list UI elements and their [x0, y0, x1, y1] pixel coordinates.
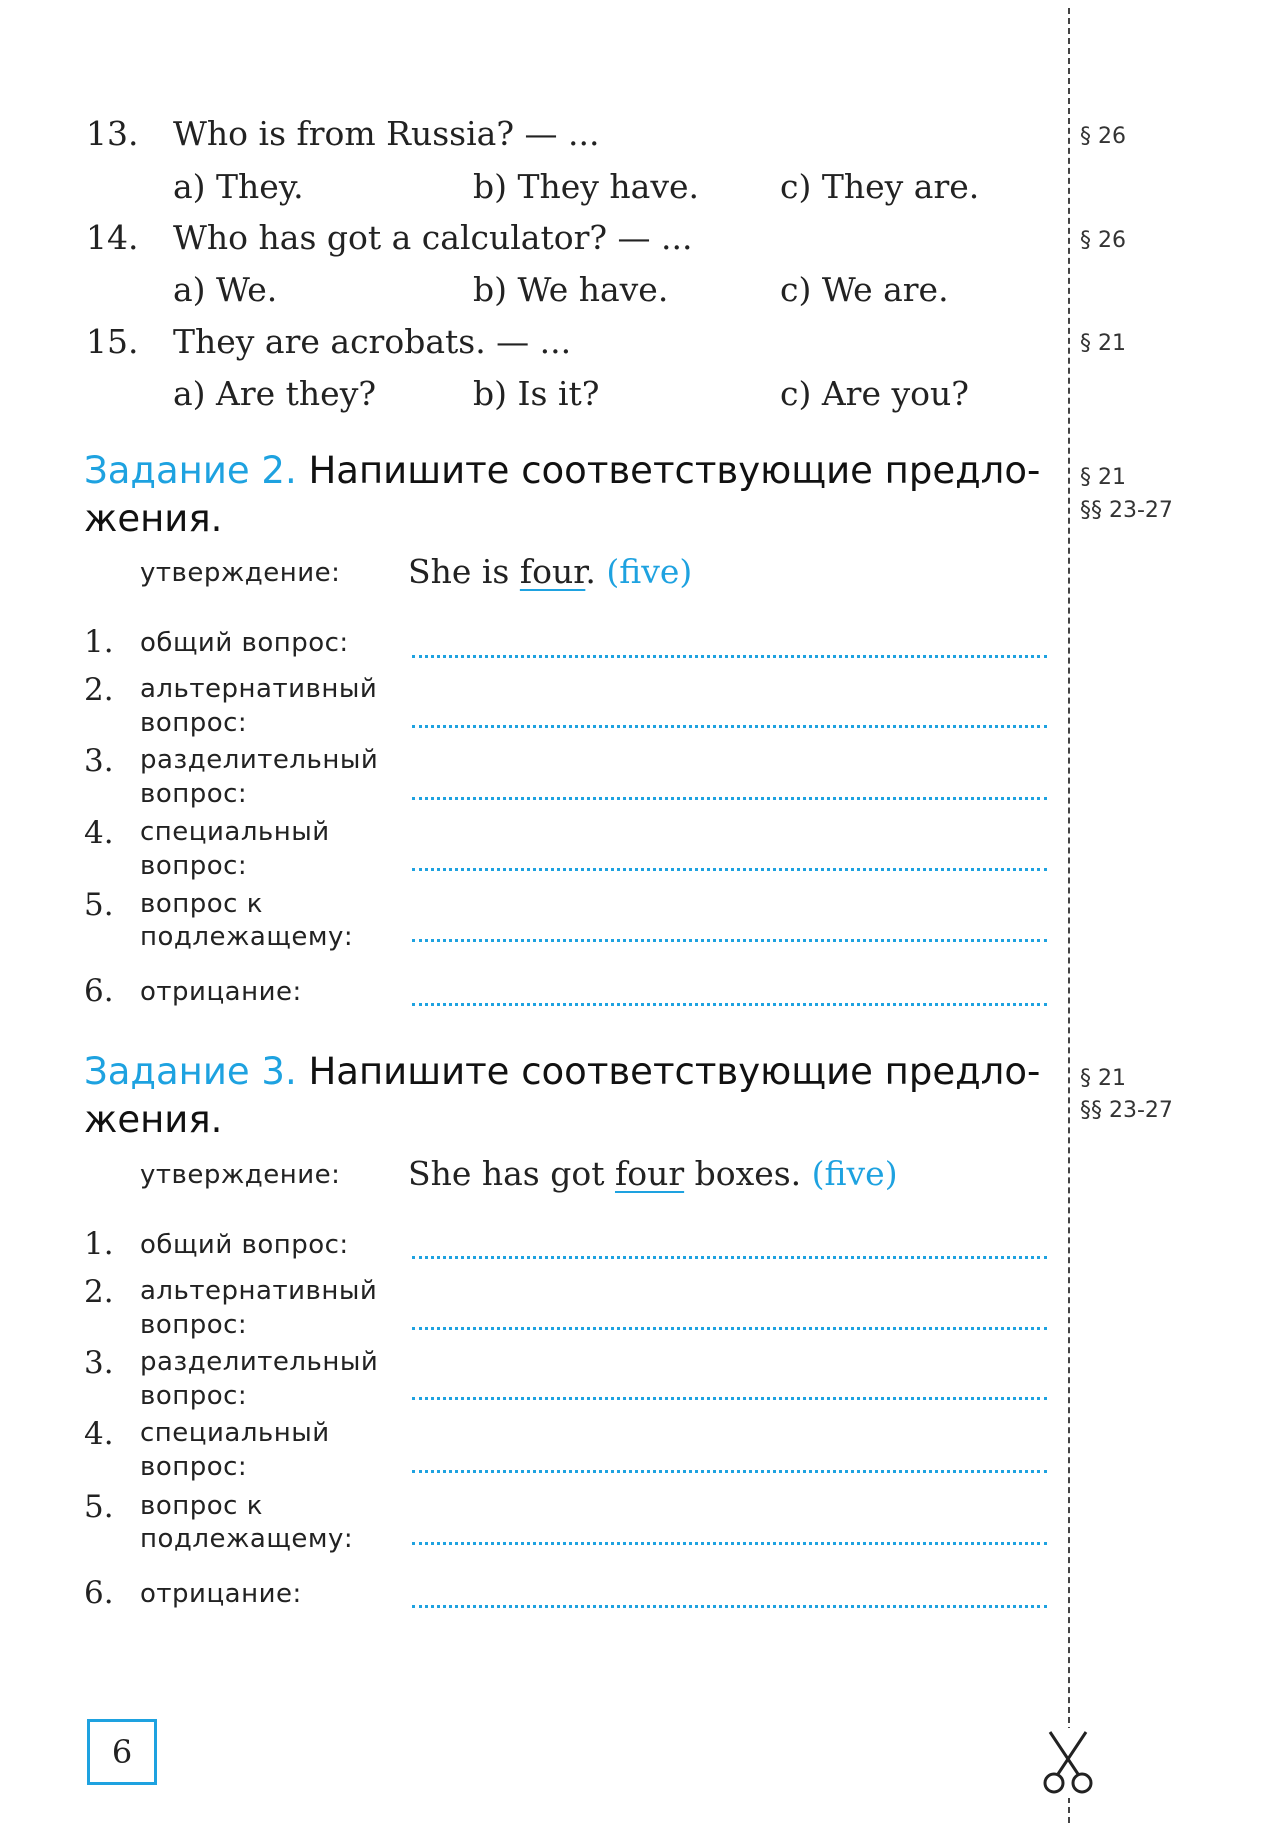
statement-sentence [408, 1154, 898, 1193]
answer-line[interactable] [412, 1327, 1047, 1330]
item-label: вопрос к [140, 889, 263, 919]
item-label-line2: подлежащему: [140, 1524, 354, 1554]
item-label: разделительный [140, 745, 379, 775]
answer-line[interactable] [412, 1470, 1047, 1473]
item-label-line2: вопрос: [140, 779, 248, 809]
item-number: 4. [84, 815, 114, 851]
answer-line[interactable] [412, 1397, 1047, 1400]
statement-sentence [408, 552, 692, 591]
option-b: b) They have. [473, 167, 700, 206]
answer-line[interactable] [412, 939, 1047, 942]
task-instruction-continued: жения. [84, 1098, 223, 1141]
grammar-reference: §§ 23-27 [1080, 498, 1173, 523]
option-a: a) They. [173, 167, 304, 206]
item-label: вопрос к [140, 1491, 263, 1521]
answer-line[interactable] [412, 1256, 1047, 1259]
option-a: a) We. [173, 270, 278, 309]
answer-line[interactable] [412, 1003, 1047, 1006]
grammar-reference: §§ 23-27 [1080, 1098, 1173, 1123]
scissors-icon [1038, 1728, 1098, 1798]
cut-line [1068, 8, 1070, 1823]
item-number: 4. [84, 1416, 114, 1452]
item-label-line2: вопрос: [140, 1310, 248, 1340]
option-c: c) Are you? [780, 374, 969, 413]
statement-label: утверждение: [140, 558, 341, 588]
statement-text-end: . [585, 552, 596, 591]
item-number: 5. [84, 1489, 114, 1525]
task-instruction: Напишите соответствующие предло- [308, 1050, 1041, 1093]
item-label: общий вопрос: [140, 1230, 349, 1260]
option-c: c) We are. [780, 270, 949, 309]
item-label: специальный [140, 1418, 330, 1448]
answer-line[interactable] [412, 1605, 1047, 1608]
item-label-line2: вопрос: [140, 708, 248, 738]
item-number: 2. [84, 672, 114, 708]
item-number: 6. [84, 973, 114, 1009]
statement-underlined: four [614, 1154, 685, 1193]
statement-text: She is [408, 552, 520, 591]
task-instruction-continued: жения. [84, 497, 223, 540]
question-text: Who is from Russia? — ... [173, 114, 600, 153]
question-number: 13. [86, 114, 139, 153]
page-number: 6 [87, 1719, 157, 1785]
answer-line[interactable] [412, 655, 1047, 658]
item-label: альтернативный [140, 1276, 378, 1306]
item-number: 3. [84, 743, 114, 779]
answer-line[interactable] [412, 1542, 1047, 1545]
statement-label: утверждение: [140, 1160, 341, 1190]
statement-text-end: boxes. [684, 1154, 802, 1193]
question-number: 15. [86, 322, 139, 361]
item-number: 3. [84, 1345, 114, 1381]
question-text: They are acrobats. — ... [173, 322, 572, 361]
item-label-line2: подлежащему: [140, 922, 354, 952]
option-c: c) They are. [780, 167, 980, 206]
grammar-reference: § 26 [1080, 228, 1126, 253]
grammar-reference: § 21 [1080, 331, 1126, 356]
question-number: 14. [86, 218, 139, 257]
item-label-line2: вопрос: [140, 851, 248, 881]
item-label: специальный [140, 817, 330, 847]
item-label: отрицание: [140, 977, 302, 1007]
option-b: b) We have. [473, 270, 669, 309]
statement-hint: (five) [606, 552, 693, 591]
answer-line[interactable] [412, 868, 1047, 871]
grammar-reference: § 21 [1080, 465, 1126, 490]
item-label: разделительный [140, 1347, 379, 1377]
task-label: Задание 2. [84, 449, 297, 492]
option-b: b) Is it? [473, 374, 600, 413]
item-number: 6. [84, 1575, 114, 1611]
item-label-line2: вопрос: [140, 1381, 248, 1411]
task-3-title [84, 1049, 1054, 1095]
task-label: Задание 3. [84, 1050, 297, 1093]
option-a: a) Are they? [173, 374, 377, 413]
item-label: отрицание: [140, 1579, 302, 1609]
item-number: 1. [84, 624, 114, 660]
item-label: альтернативный [140, 674, 378, 704]
item-label-line2: вопрос: [140, 1452, 248, 1482]
statement-underlined: four [519, 552, 586, 591]
grammar-reference: § 21 [1080, 1066, 1126, 1091]
question-text: Who has got a calculator? — ... [173, 218, 693, 257]
grammar-reference: § 26 [1080, 124, 1126, 149]
statement-text: She has got [408, 1154, 615, 1193]
task-2-title [84, 448, 1054, 494]
statement-hint: (five) [811, 1154, 898, 1193]
item-number: 2. [84, 1274, 114, 1310]
item-number: 1. [84, 1226, 114, 1262]
answer-line[interactable] [412, 797, 1047, 800]
task-instruction: Напишите соответствующие предло- [308, 449, 1041, 492]
item-label: общий вопрос: [140, 628, 349, 658]
answer-line[interactable] [412, 725, 1047, 728]
item-number: 5. [84, 887, 114, 923]
